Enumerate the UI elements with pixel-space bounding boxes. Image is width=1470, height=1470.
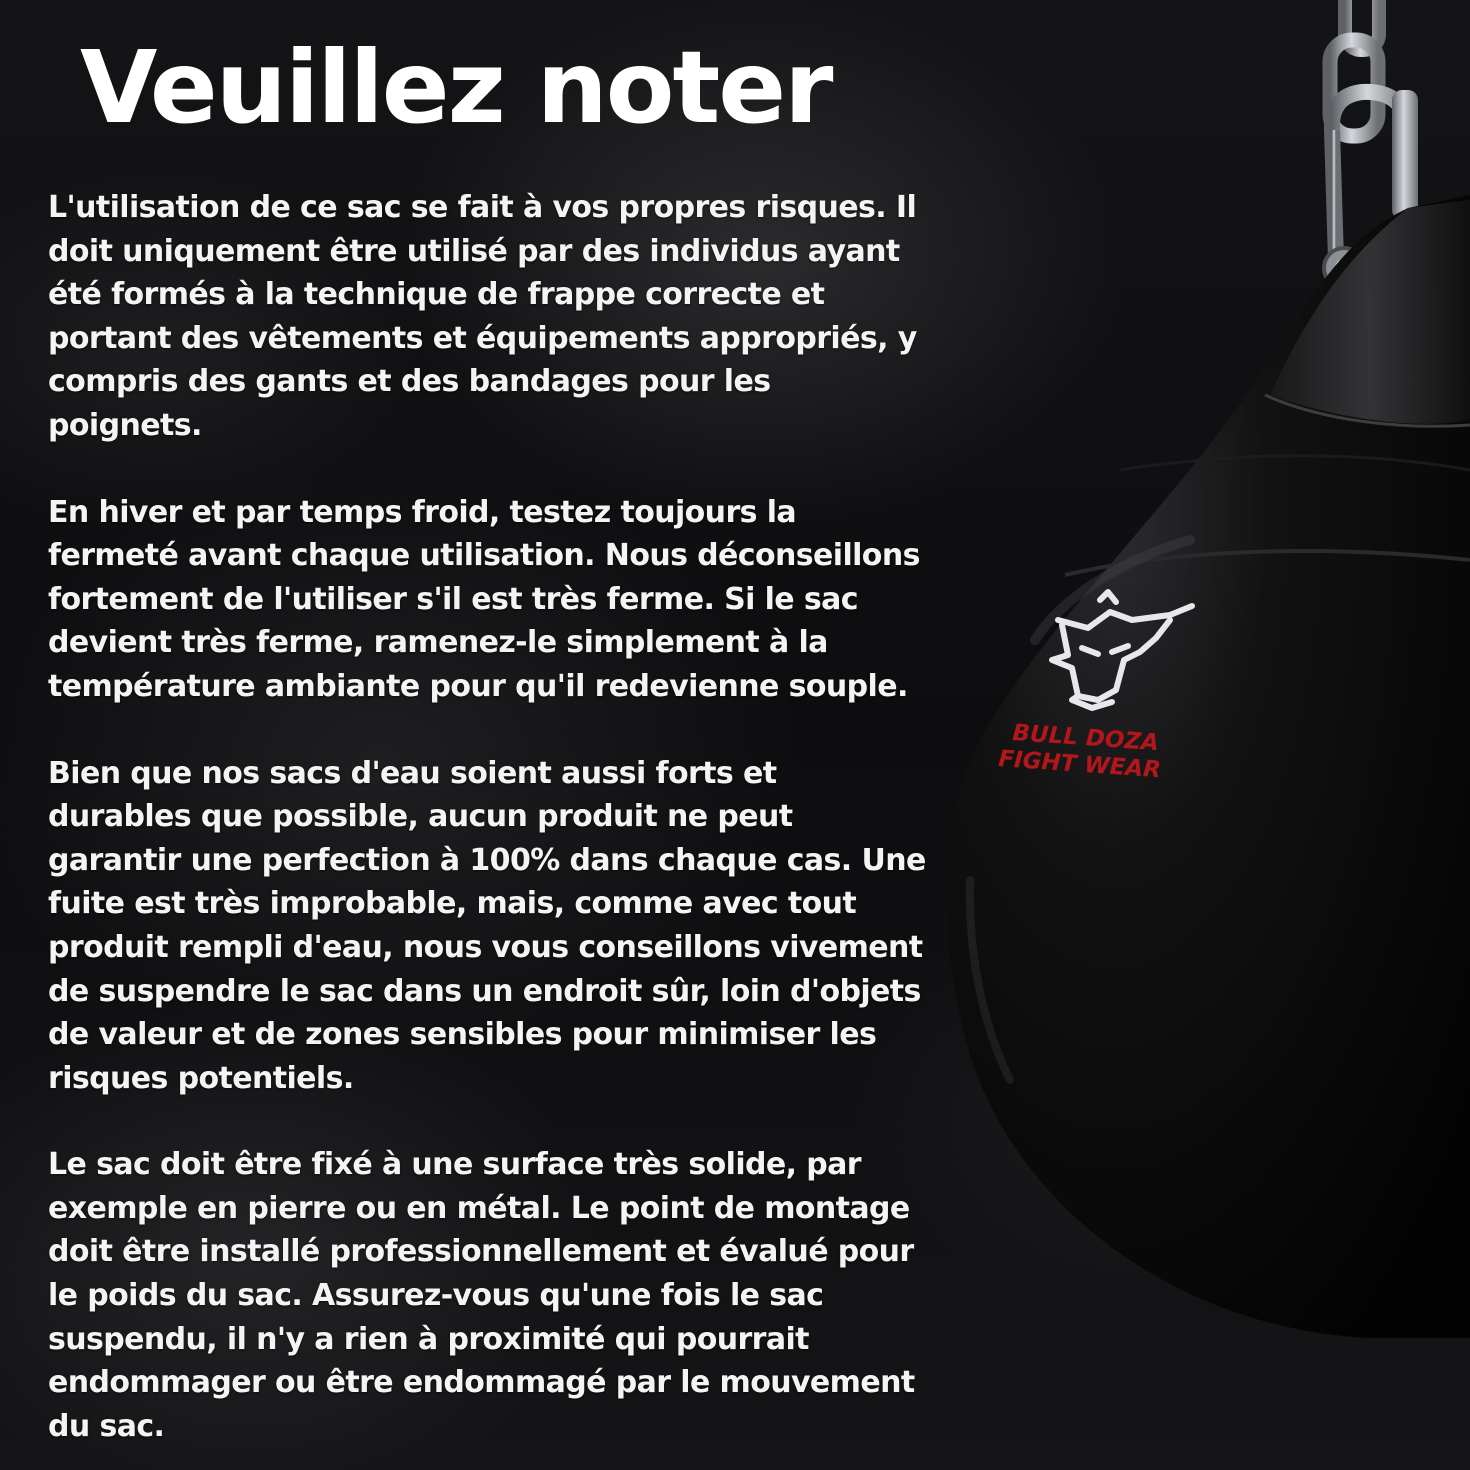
brand-line-1: BULL DOZA [1011, 720, 1160, 757]
paragraph-risk: L'utilisation de ce sac se fait à vos propres risques. Il doit uniquement être utilisé par des individus ayant été formés à la technique de frappe correcte et portant des vêtements et équipements appropriés, y compris des gants et des bandages pour les poignets. [48, 190, 917, 443]
notice-text-block [48, 28, 928, 1470]
brand-line-2: FIGHT WEAR [997, 746, 1162, 784]
paragraph-mounting: Le sac doit être fixé à une surface très solide, par exemple en pierre ou en métal. Le point de montage doit être installé professionnellement et évalué pour le poids du sac. Assurez-vous qu'une fois le sac suspendu, il n'y a rien à proximité qui pourrait endommager ou être endommagé par le mouvement du sac. [48, 1147, 915, 1444]
paragraph-winter: En hiver et par temps froid, testez toujours la fermeté avant chaque utilisation. Nous déconseillons fortement de l'utiliser s'il est très ferme. Si le sac devient très ferme, ramenez-le simplement à la température ambiante pour qu'il redevienne souple. [48, 494, 920, 704]
page-title: Veuillez noter [80, 29, 832, 146]
paragraph-leak: Bien que nos sacs d'eau soient aussi forts et durables que possible, aucun produit ne peut garantir une perfection à 100% dans chaque cas. Une fuite est très improbable, mais, comme avec tout produit rempli d'eau, nous vous conseillons vivement de suspendre le sac dans un endroit sûr, loin d'objets de valeur et de zones sensibles pour minimiser les risques potentiels. [48, 755, 926, 1096]
